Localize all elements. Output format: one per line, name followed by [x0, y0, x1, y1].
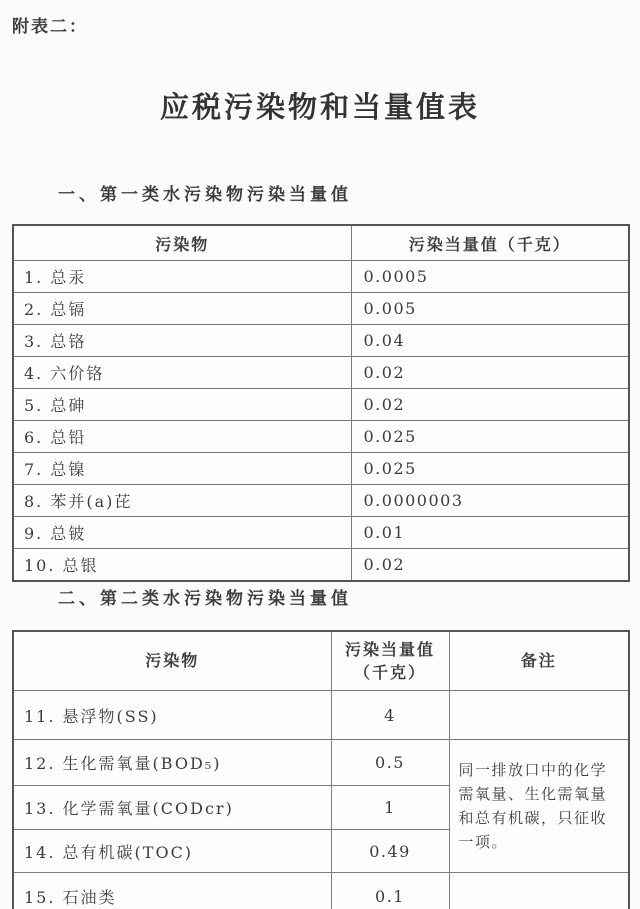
pollutant-name-cell: 10. 总银 [13, 549, 351, 582]
pollutant-name-cell: 4. 六价铬 [13, 357, 351, 389]
table-row [13, 740, 629, 786]
pollutant-value-cell: 0.025 [351, 453, 629, 485]
pollutant-name-cell: 15. 石油类 [13, 873, 331, 909]
pollutant-value-cell: 0.02 [351, 389, 629, 421]
appendix-label: 附表二： [12, 17, 88, 37]
pollutant-name-cell: 5. 总砷 [13, 389, 351, 421]
pollutant-value-cell: 0.04 [351, 325, 629, 357]
table-header-row [13, 631, 629, 691]
pollutant-value-cell: 0.02 [351, 357, 629, 389]
pollutant-name-cell: 8. 苯并(a)芘 [13, 485, 351, 517]
pollutant-name-cell: 2. 总镉 [13, 293, 351, 325]
table-row [13, 873, 629, 909]
pollutant-value-cell: 0.49 [331, 830, 449, 873]
pollutant-name-cell: 11. 悬浮物(SS) [13, 691, 331, 740]
column-header-equivalent-value: 污染当量值（千克） [351, 225, 629, 261]
table-row [13, 549, 629, 582]
pollutant-name-cell: 9. 总铍 [13, 517, 351, 549]
column-header-pollutant: 污染物 [13, 225, 351, 261]
table-row [13, 421, 629, 453]
first-class-pollutants-table [12, 224, 630, 582]
column-header-pollutant: 污染物 [13, 631, 331, 691]
pollutant-name-cell: 3. 总铬 [13, 325, 351, 357]
column-header-equivalent-value [331, 631, 449, 691]
section1-heading: 一、第一类水污染物污染当量值 [58, 185, 352, 205]
pollutant-value-cell: 0.1 [331, 873, 449, 909]
remark-cell-empty [449, 691, 629, 740]
pollutant-value-cell: 0.0000003 [351, 485, 629, 517]
pollutant-name-cell: 7. 总镍 [13, 453, 351, 485]
column-header-remark: 备注 [449, 631, 629, 691]
table-row [13, 389, 629, 421]
pollutant-name-cell: 12. 生化需氧量(BOD₅) [13, 740, 331, 786]
pollutant-value-cell: 0.5 [331, 740, 449, 786]
header-value-line1: 污染当量值 [344, 639, 435, 659]
remark-cell-empty [449, 873, 629, 909]
page-title: 应税污染物和当量值表 [159, 90, 480, 124]
table-row [13, 325, 629, 357]
table-row [13, 453, 629, 485]
pollutant-name-cell: 13. 化学需氧量(CODcr) [13, 786, 331, 830]
remark-cell-merged: 同一排放口中的化学需氧量、生化需氧量和总有机碳，只征收一项。 [449, 740, 629, 873]
table-row [13, 261, 629, 293]
pollutant-name-cell: 1. 总汞 [13, 261, 351, 293]
table-row [13, 357, 629, 389]
section2-heading: 二、第二类水污染物污染当量值 [58, 589, 352, 609]
pollutant-value-cell: 4 [331, 691, 449, 740]
table-header-row [13, 225, 629, 261]
table-row [13, 293, 629, 325]
table-row [13, 517, 629, 549]
header-value-line2: （千克） [353, 663, 426, 682]
second-class-pollutants-table [12, 630, 630, 909]
pollutant-value-cell: 0.005 [351, 293, 629, 325]
pollutant-name-cell: 6. 总铅 [13, 421, 351, 453]
table-row [13, 691, 629, 740]
pollutant-value-cell: 0.01 [351, 517, 629, 549]
pollutant-value-cell: 1 [331, 786, 449, 830]
pollutant-name-cell: 14. 总有机碳(TOC) [13, 830, 331, 873]
pollutant-value-cell: 0.02 [351, 549, 629, 582]
table-row [13, 485, 629, 517]
pollutant-value-cell: 0.0005 [351, 261, 629, 293]
pollutant-value-cell: 0.025 [351, 421, 629, 453]
